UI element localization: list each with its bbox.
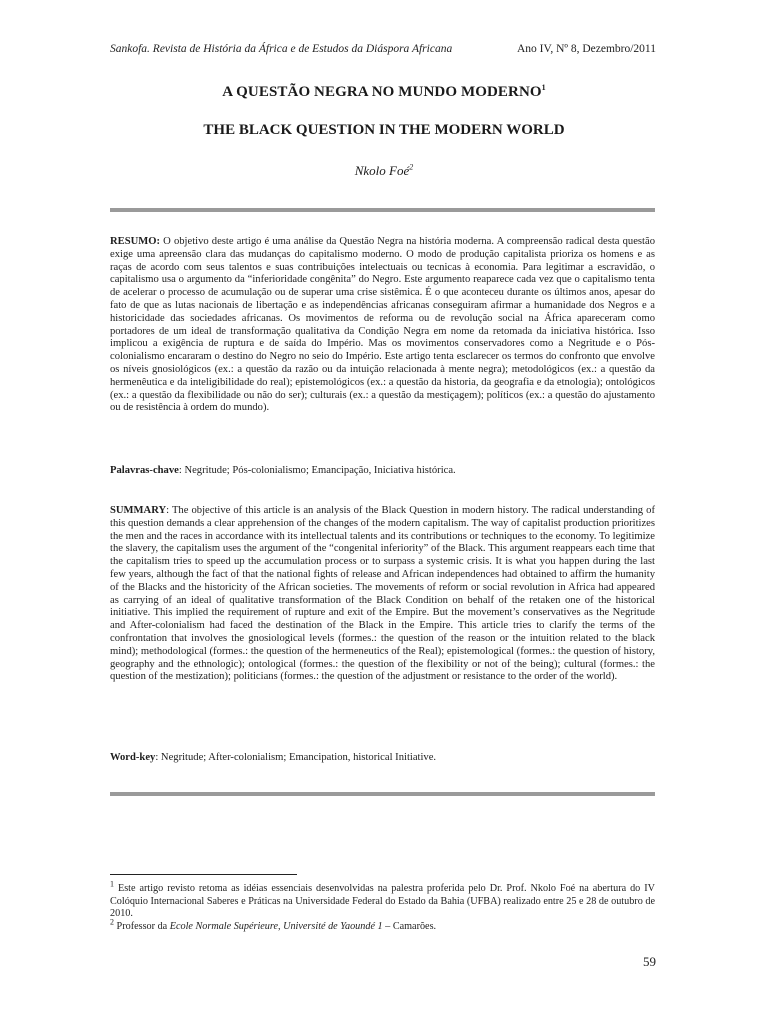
abstract-english-label: SUMMARY	[110, 505, 167, 516]
top-divider	[110, 208, 655, 212]
keywords-portuguese	[110, 465, 655, 478]
footnote-ref-1[interactable]: 1	[541, 83, 546, 92]
footnotes	[110, 879, 655, 933]
footnote-separator	[110, 874, 297, 875]
abstract-english-text: : The objective of this article is an analysis of the Black Question in modern history. The radical understanding of this question demands a clear apprehension of the changes of the modern capitalism. The way of capitalist production prioritizes the men and the races in accordance with its intellectual talents and its contributions or techniques to the economy. To legitimize the slavery, the capitalism uses the argument of the “congenital inferiority” of the Black. This argument reappears each time that the capitalism tries to speed up the accumulation process or to surpass a systemic crisis. It is what you happen during the last few years, although the fact of that the national fights of release and African independences had obtained to affirm the humanity of the Blacks and the historicity of the African societies. The movements of reform or social revolution in Africa had appeared as carrying of an ideal of qualitative transformation of the Black Condition on behalf of the retaken one of the historical initiative. This implied the requirement of rupture and exit of the Empire. But the movement’s conservatives as the Negritude and After-colonialism had faced the destination of the Black in the Empire. This article tries to clarify the terms of the confrontation that involves the gnosiological levels (formes.: the question of the reason or the intuition related to the black mind); methodological (formes.: the question of the hermeneutics of the Real); epistemological (formes.: the question of history, geography and the ethnologic); ontological (formes.: the question of the flexibility or not of the being); cultural (formes.: the question of the mestization); politicians (formes.: the question of the adjustment or resistance to the order of the world).	[110, 505, 655, 683]
footnote-1-number: 1	[110, 879, 114, 889]
footnote-1	[110, 879, 655, 921]
page-number: 59	[643, 954, 656, 969]
keywords-english	[110, 752, 655, 765]
footnote-2-prefix: Professor da	[114, 920, 170, 932]
abstract-portuguese-text: O objetivo deste artigo é uma análise da Questão Negra na história moderna. A compreensão radical desta questão exige uma apreensão clara das mudanças do capitalismo moderno. O modo de produção capitalista prioriza os homens e as raças de acordo com seus talentos e suas contribuições intelectuais ou tecnicas à economia. Para legitimar a escravidão, o capitalismo usa o argumento da “inferioridade congênita” do Negro. Este argumento reaparece cada vez que o capitalismo tenta de acelerar o processo de acumulação ou de superar uma crise sistêmica. É o que aconteceu durante os últimos anos, apesar do fato de que as lutas nacionais de libertação e as independências africanas conseguiram afirmar a humanidade dos Negros e a historicidade das sociedades africanas. Os movimentos de reforma ou de revolução social na África apareceram como portadores de um ideal de transformação qualitativa da Condição Negra em nome da retomada da iniciativa histórica. Isso implicou a exigência de ruptura e de saída do Império. Mas os movimentos conservadores como a Negritude e o Pós-colonialismo encararam o destino do Negro no seio do Império. Este artigo tenta esclarecer os termos do confronto que envolve os níveis gnosiológicos (ex.: a questão da razão ou da intuição relacionada à mente negra); metodológicos (ex.: a questão da hermenêutica e da inteligibilidade do real); epistemológicos (ex.: a questão da historia, da geografia e da etnologia); ontológicos (ex.: a questão da flexibilidade ou não do ser); culturais (ex.: a questão da mestiçagem); políticos (ex.: a questão do ajustamento ou de resistência à ordem do mundo).	[110, 236, 655, 414]
keywords-portuguese-label: Palavras-chave	[110, 465, 179, 476]
keywords-english-text: : Negritude; After-colonialism; Emancipation, historical Initiative.	[155, 752, 437, 763]
issue-info: Ano IV, Nº 8, Dezembro/2011	[517, 43, 656, 55]
bottom-divider	[110, 792, 655, 796]
footnote-2-institution: Ecole Normale Supérieure, Université de Yaoundé 1	[169, 920, 383, 932]
abstract-english	[110, 505, 655, 684]
title-portuguese-text: A QUESTÃO NEGRA NO MUNDO MODERNO	[222, 84, 542, 100]
footnote-2-number: 2	[110, 917, 114, 927]
title-english: THE BLACK QUESTION IN THE MODERN WORLD	[203, 122, 565, 138]
footnote-2-suffix: – Camarões.	[382, 920, 437, 932]
keywords-english-label: Word-key	[110, 752, 156, 763]
author-name: Nkolo Foé	[354, 163, 410, 178]
author	[0, 163, 768, 179]
abstract-portuguese	[110, 236, 655, 415]
footnote-1-text: Este artigo revisto retoma as idéias essenciais desenvolvidas na palestra proferida pelo Dr. Prof. Nkolo Foé na abertura do IV Colóquio Internacional Saberes e Práticas na Universidade Federal do Estado da Bahia (UFBA) realizado entre 25 e 28 de outubro de 2010.	[110, 883, 655, 920]
journal-name: Sankofa. Revista de História da África e de Estudos da Diáspora Africana	[110, 43, 453, 55]
title-portuguese	[0, 84, 768, 101]
running-header	[110, 43, 656, 55]
abstract-portuguese-label: RESUMO:	[110, 236, 161, 247]
keywords-portuguese-text: : Negritude; Pós-colonialismo; Emancipação, Iniciativa histórica.	[178, 465, 456, 476]
footnote-ref-2[interactable]: 2	[409, 162, 414, 172]
footnote-2	[110, 917, 655, 934]
